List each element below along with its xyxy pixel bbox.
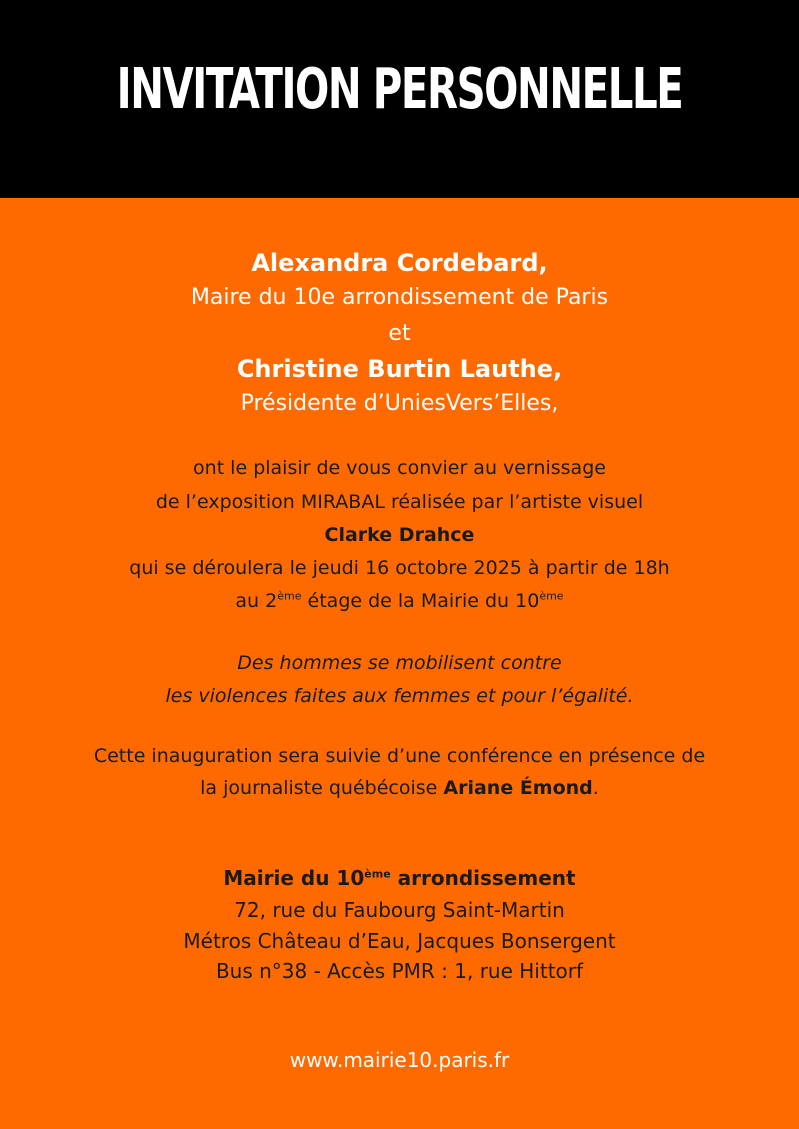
conference-line-2 xyxy=(0,775,799,801)
address-title xyxy=(0,864,799,892)
artist-name: Clarke Drahce xyxy=(324,524,475,546)
address-bus: Bus n°38 - Accès PMR : 1, rue Hittorf xyxy=(215,959,584,983)
conference-prefix: la journaliste québécoise xyxy=(200,777,444,799)
host2-comma: , xyxy=(553,355,563,383)
conference-period: . xyxy=(592,777,599,799)
host2-role: Présidente d’UniesVers’Elles, xyxy=(240,391,559,416)
address-title-pre: Mairie du 10 xyxy=(223,866,365,890)
address-metro: Métros Château d’Eau, Jacques Bonsergent xyxy=(183,929,616,953)
page-title: INVITATION PERSONNELLE xyxy=(116,57,683,122)
invitation-line-4 xyxy=(0,588,799,614)
host1-line xyxy=(0,248,799,278)
arrondissement-suffix: ème xyxy=(539,589,564,603)
conference-line-1: Cette inauguration sera suivie d’une conférence en présence de xyxy=(93,745,706,767)
floor-middle: étage de la Mairie du 10 xyxy=(301,590,540,612)
host2-line xyxy=(0,354,799,384)
address-title-sup: ème xyxy=(364,867,391,881)
invitation-line-3: qui se déroulera le jeudi 16 octobre 2025 à partir de 18h xyxy=(129,557,670,579)
invitation-line-1: ont le plaisir de vous convier au vernissage xyxy=(193,457,606,479)
address-title-post: arrondissement xyxy=(390,866,576,890)
tagline-line-1: Des hommes se mobilisent contre xyxy=(237,652,562,674)
floor-prefix: au 2 xyxy=(235,590,278,612)
invitation-line-2: de l’exposition MIRABAL réalisée par l’artiste visuel xyxy=(155,491,644,513)
host2-name: Christine Burtin Lauthe xyxy=(236,355,554,383)
host1-role: Maire du 10e arrondissement de Paris xyxy=(190,285,609,310)
floor-suffix: ème xyxy=(277,589,302,603)
header-banner xyxy=(0,0,799,198)
journalist-name: Ariane Émond xyxy=(443,777,593,799)
host1-name: Alexandra Cordebard xyxy=(251,249,539,277)
conjunction-text: et xyxy=(388,321,411,346)
tagline-line-2: les violences faites aux femmes et pour l’égalité. xyxy=(165,685,634,707)
address-street: 72, rue du Faubourg Saint-Martin xyxy=(234,898,565,922)
website-link[interactable]: www.mairie10.paris.fr xyxy=(289,1048,510,1072)
host1-comma: , xyxy=(538,249,548,277)
